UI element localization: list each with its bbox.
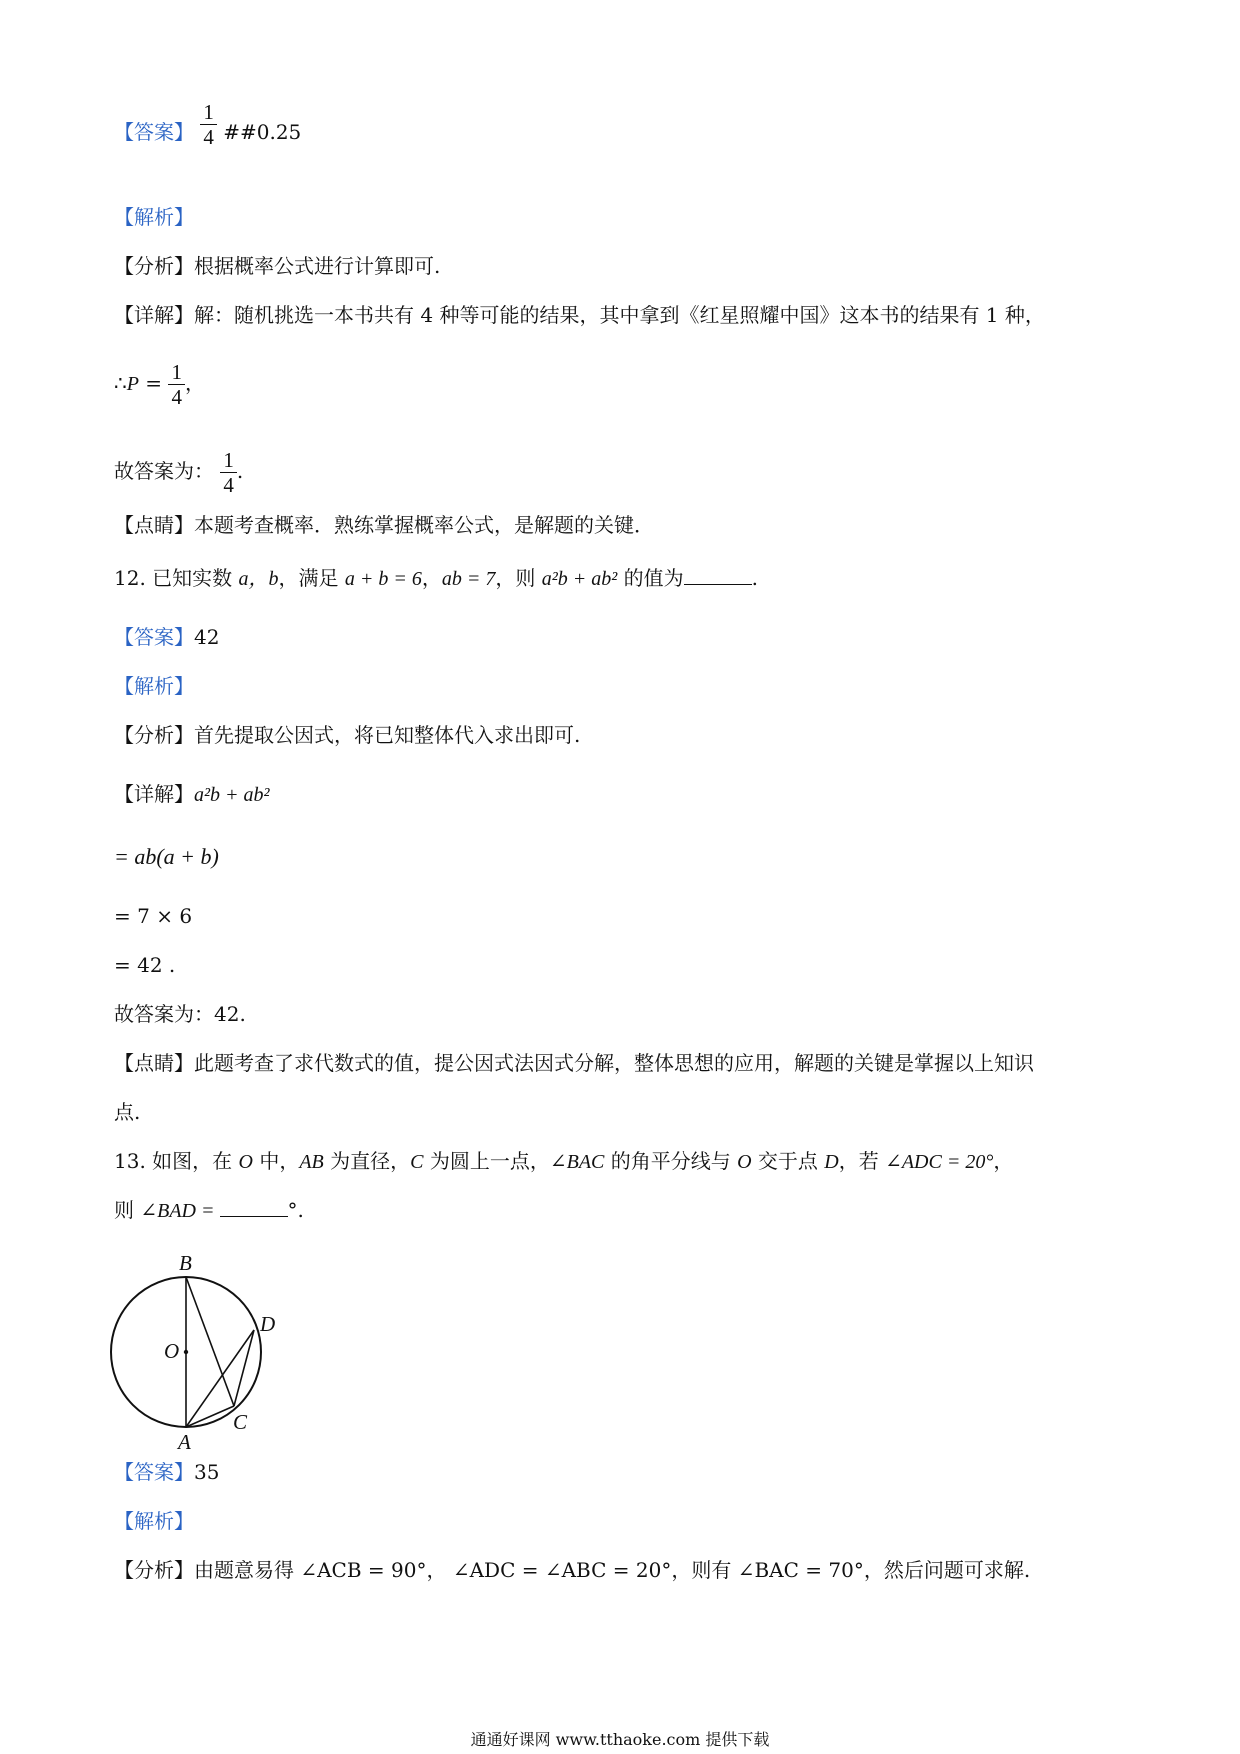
q13-circle-var: O (238, 1151, 253, 1173)
q12-expr: a²b + ab² (541, 568, 618, 590)
q13-question-line1 (114, 1147, 1013, 1176)
answer-blank (220, 1196, 288, 1217)
q11-xiangjie (114, 301, 1045, 329)
q13-angle: ∠BAD = (140, 1200, 220, 1222)
q12-text: ，满足 (278, 566, 345, 590)
xiangjie-label: 【详解】 (114, 303, 194, 327)
q13-text: 中， (252, 1149, 300, 1173)
answer-label: 【答案】 (114, 625, 194, 649)
q13-condition: ∠ADC = 20° (885, 1151, 994, 1173)
q12-dianjing-cont: 点. (114, 1100, 141, 1124)
p-variable: P (126, 373, 139, 395)
q13-text: ， (993, 1149, 1014, 1173)
q13-var: C (410, 1151, 424, 1173)
fraction-denominator: 4 (203, 125, 214, 149)
q12-text: 12. 已知实数 (114, 566, 239, 590)
q13-jiexi: 【解析】 (114, 1509, 194, 1533)
equals: = (138, 371, 169, 395)
dianjing-text: 此题考查了求代数式的值，提公因式法因式分解，整体思想的应用，解题的关键是掌握以上知识 (194, 1051, 1034, 1075)
final-text: 故答案为： (114, 459, 214, 483)
p-fraction (168, 360, 185, 409)
fenxi-label: 【分析】 (114, 254, 194, 278)
answer-value: 35 (194, 1460, 220, 1484)
fenxi-text: 首先提取公因式，将已知整体代入求出即可. (194, 723, 581, 747)
q12-question (114, 564, 758, 593)
dianjing-label: 【点睛】 (114, 1051, 194, 1075)
q13-var: D (824, 1151, 839, 1173)
label-d: D (260, 1312, 276, 1336)
fenxi-text: 由题意易得 ∠ACB = 90°， ∠ADC = ∠ABC = 20°，则有 ∠BAC = 70°，然后问题可求解. (194, 1558, 1031, 1582)
fraction-numerator: 1 (200, 100, 217, 125)
q12-step4: = 42 . (114, 953, 176, 977)
label-b: B (179, 1251, 192, 1275)
fenxi-label: 【分析】 (114, 1558, 194, 1582)
q11-dianjing (114, 511, 654, 539)
center-point (184, 1350, 188, 1354)
q11-jiexi: 【解析】 (114, 205, 194, 229)
q12-jiexi: 【解析】 (114, 674, 194, 698)
dianjing-text: 本题考查概率．熟练掌握概率公式，是解题的关键． (194, 513, 654, 537)
q13-answer (114, 1458, 219, 1486)
q12-cond1: a + b = 6 (344, 568, 422, 590)
fraction-denominator: 4 (171, 385, 182, 409)
q12-final: 故答案为：42. (114, 1002, 246, 1026)
label-a: A (178, 1430, 191, 1450)
answer-blank (684, 564, 752, 585)
period: . (236, 459, 244, 483)
fraction-numerator: 1 (168, 360, 185, 385)
circle-figure (100, 1250, 300, 1450)
answer-value: 42 (194, 625, 220, 649)
segment-bc (186, 1277, 234, 1406)
fenxi-label: 【分析】 (114, 723, 194, 747)
q11-fenxi (114, 252, 440, 280)
q13-text: 则 (114, 1198, 141, 1222)
q11-final (114, 448, 243, 497)
q13-text: 的角平分线与 (604, 1149, 738, 1173)
label-c: C (233, 1410, 248, 1434)
q12-cond2: ab = 7 (441, 568, 496, 590)
fraction-denominator: 4 (223, 473, 234, 497)
therefore-symbol: ∴ (114, 371, 127, 395)
fenxi-text: 根据概率公式进行计算即可. (194, 254, 441, 278)
footer-watermark: 通通好课网 www.tthaoke.com 提供下载 (470, 1730, 770, 1749)
q12-xiangjie (114, 780, 270, 809)
q12-text: ，则 (495, 566, 542, 590)
q13-text: 交于点 (751, 1149, 825, 1173)
q11-answer-line (114, 100, 302, 149)
answer-fraction (200, 100, 217, 149)
q12-answer (114, 623, 219, 651)
q12-text: 的值为 (617, 566, 684, 590)
label-o: O (164, 1339, 180, 1363)
fraction-numerator: 1 (220, 448, 237, 473)
answer-label: 【答案】 (114, 1460, 194, 1484)
xiangjie-label: 【详解】 (114, 782, 194, 806)
q13-text: ，若 (838, 1149, 886, 1173)
step1: a²b + ab² (194, 784, 270, 806)
q13-circle-var: O (737, 1151, 752, 1173)
final-fraction (220, 448, 237, 497)
q12-text: ， (421, 566, 442, 590)
q13-fenxi (114, 1556, 1030, 1584)
q13-text: 为直径， (323, 1149, 411, 1173)
q13-text: 13. 如图，在 (114, 1149, 239, 1173)
q12-fenxi (114, 721, 580, 749)
q12-dianjing (114, 1049, 1034, 1077)
q12-end: . (751, 566, 758, 590)
dianjing-label: 【点睛】 (114, 513, 194, 537)
q12-step2: = ab(a + b) (114, 844, 219, 869)
q11-probability-line (114, 360, 205, 409)
comma: ， (184, 371, 205, 395)
q13-question-line2 (114, 1196, 304, 1225)
segment-dc (234, 1330, 254, 1406)
q13-var: AB (299, 1151, 324, 1173)
q12-vars: a，b (238, 568, 279, 590)
answer-alt: ##0.25 (223, 120, 302, 144)
q12-step3: = 7 × 6 (114, 904, 193, 928)
xiangjie-text: 解：随机挑选一本书共有 4 种等可能的结果，其中拿到《红星照耀中国》这本书的结果有 1 种， (194, 303, 1045, 327)
q13-text: 为圆上一点， (423, 1149, 550, 1173)
answer-label: 【答案】 (114, 120, 194, 144)
q13-text: °. (287, 1198, 304, 1222)
q13-angle: ∠BAC (549, 1151, 605, 1173)
